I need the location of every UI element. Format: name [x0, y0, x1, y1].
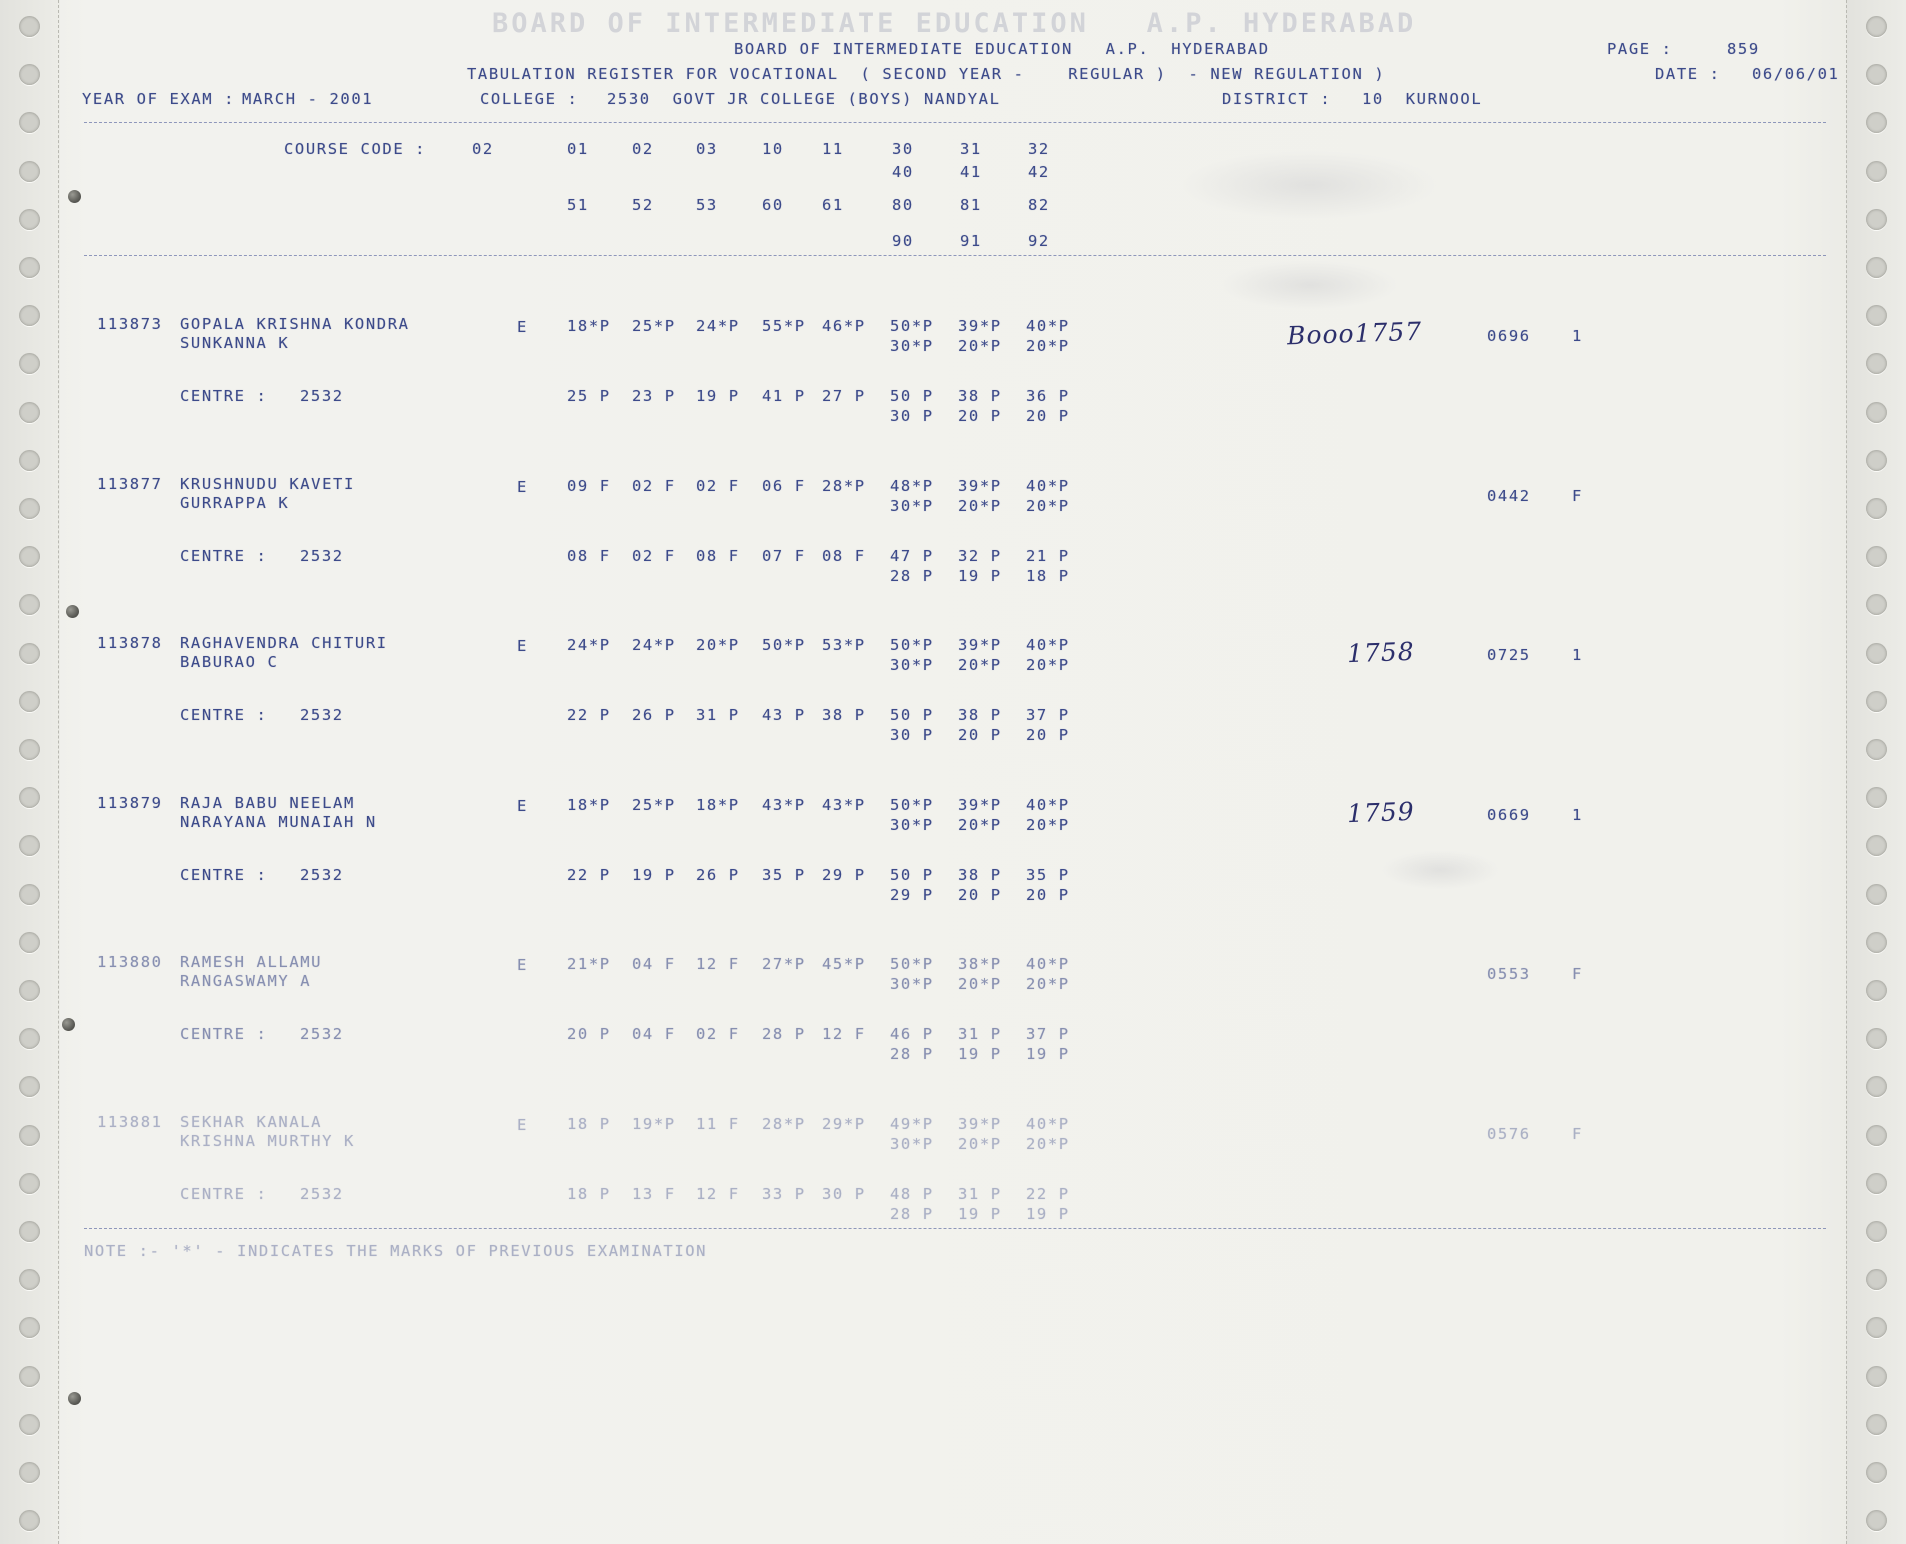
marks-cell-previous: 12 F — [822, 1025, 866, 1043]
subject-code: 82 — [1028, 196, 1050, 214]
sprocket-hole — [1866, 691, 1887, 712]
course-divider — [84, 255, 1826, 256]
sprocket-hole — [1866, 402, 1887, 423]
student-name: KRUSHNUDU KAVETI — [180, 474, 355, 493]
marks-cell-previous: 08 F — [567, 546, 611, 565]
marks-cell: 27*P — [762, 955, 806, 973]
marks-cell-previous: 48 P — [890, 1184, 934, 1203]
student-result: F — [1572, 1124, 1583, 1143]
marks-cell-previous: 37 P — [1026, 706, 1070, 724]
marks-cell-previous: 30 P — [890, 726, 934, 744]
header-divider — [84, 122, 1826, 123]
sprocket-hole — [1866, 257, 1887, 278]
bleed-through-text: BOARD OF INTERMEDIATE EDUCATION A.P. HYDERABAD — [492, 8, 1417, 39]
sprocket-hole — [19, 739, 40, 760]
centre-label: CENTRE : — [180, 1184, 268, 1203]
sprocket-hole — [19, 932, 40, 953]
marks-cell: 02 F — [696, 476, 740, 495]
student-roll-number: 113880 — [97, 953, 163, 971]
marks-cell: 19*P — [632, 1114, 676, 1133]
marks-cell-previous: 38 P — [958, 865, 1002, 884]
centre-label: CENTRE : — [180, 1025, 268, 1043]
sprocket-hole — [1866, 161, 1887, 182]
sprocket-hole — [19, 209, 40, 230]
subject-code: 42 — [1028, 163, 1050, 181]
marks-cell-previous: 26 P — [632, 706, 676, 724]
marks-cell-previous: 28 P — [890, 1204, 934, 1223]
marks-cell-previous: 20 P — [958, 726, 1002, 744]
marks-cell-previous: 50 P — [890, 387, 934, 405]
marks-cell-previous: 41 P — [762, 387, 806, 405]
student-name: RAMESH ALLAMU — [180, 953, 323, 971]
sprocket-hole — [1866, 209, 1887, 230]
marks-cell: 38*P — [958, 955, 1002, 973]
marks-cell-previous: 20 P — [1026, 885, 1070, 904]
student-total-marks: 0553 — [1487, 965, 1531, 983]
student-roll-number: 113873 — [97, 315, 163, 333]
marks-cell: 50*P — [890, 317, 934, 335]
sprocket-hole — [19, 257, 40, 278]
marks-cell: 24*P — [567, 636, 611, 654]
sprocket-hole — [19, 498, 40, 519]
sprocket-hole — [19, 402, 40, 423]
subject-code: 53 — [696, 196, 718, 214]
marks-cell: 20*P — [958, 1134, 1002, 1153]
subject-code: 32 — [1028, 140, 1050, 158]
marks-cell-previous: 13 F — [632, 1184, 676, 1203]
marks-cell-previous: 28 P — [890, 566, 934, 585]
marks-cell-previous: 25 P — [567, 387, 611, 405]
sprocket-hole — [19, 1173, 40, 1194]
marks-cell-previous: 29 P — [822, 865, 866, 884]
sprocket-hole — [19, 643, 40, 664]
sprocket-hole — [1866, 1221, 1887, 1242]
subject-code: 60 — [762, 196, 784, 214]
student-result: F — [1572, 486, 1583, 505]
marks-cell: 18 P — [567, 1114, 611, 1133]
marks-cell: 20*P — [1026, 815, 1070, 834]
marks-cell: 30*P — [890, 496, 934, 515]
student-medium: E — [517, 956, 528, 974]
marks-cell: 39*P — [958, 795, 1002, 814]
marks-cell: 50*P — [890, 795, 934, 814]
student-total-marks: 0576 — [1487, 1124, 1531, 1143]
centre-value: 2532 — [300, 1184, 344, 1203]
marks-cell: 29*P — [822, 1114, 866, 1133]
marks-cell-previous: 19 P — [958, 1204, 1002, 1223]
marks-cell-previous: 20 P — [1026, 407, 1070, 425]
marks-cell: 45*P — [822, 955, 866, 973]
sprocket-hole — [1866, 739, 1887, 760]
college-label: COLLEGE : — [480, 90, 579, 108]
sprocket-hole — [19, 1125, 40, 1146]
student-medium: E — [517, 1115, 528, 1134]
sprocket-hole — [1866, 1414, 1887, 1435]
marks-cell-previous: 08 F — [696, 546, 740, 565]
marks-cell: 30*P — [890, 975, 934, 993]
marks-cell-previous: 22 P — [567, 706, 611, 724]
subject-code: 80 — [892, 196, 914, 214]
marks-cell-previous: 28 P — [890, 1045, 934, 1063]
sprocket-hole — [1866, 1173, 1887, 1194]
marks-cell-previous: 19 P — [958, 1045, 1002, 1063]
marks-cell-previous: 02 F — [696, 1025, 740, 1043]
marks-cell: 43*P — [822, 795, 866, 814]
marks-cell-previous: 08 F — [822, 546, 866, 565]
subject-code: 61 — [822, 196, 844, 214]
sprocket-hole — [19, 884, 40, 905]
sprocket-hole — [1866, 1462, 1887, 1483]
marks-cell-previous: 04 F — [632, 1025, 676, 1043]
marks-cell: 20*P — [1026, 337, 1070, 355]
subject-code: 30 — [892, 140, 914, 158]
marks-cell-previous: 27 P — [822, 387, 866, 405]
subject-code: 10 — [762, 140, 784, 158]
sprocket-hole — [1866, 932, 1887, 953]
college-value: 2530 GOVT JR COLLEGE (BOYS) NANDYAL — [607, 90, 1001, 108]
marks-cell-previous: 19 P — [1026, 1045, 1070, 1063]
marks-cell: 30*P — [890, 1134, 934, 1153]
marks-cell: 53*P — [822, 636, 866, 654]
sprocket-hole — [19, 691, 40, 712]
subject-code: 91 — [960, 232, 982, 250]
sprocket-hole — [19, 450, 40, 471]
subject-code: 90 — [892, 232, 914, 250]
marks-cell: 24*P — [632, 636, 676, 654]
marks-cell-previous: 30 P — [822, 1184, 866, 1203]
marks-cell-previous: 35 P — [1026, 865, 1070, 884]
header-title: BOARD OF INTERMEDIATE EDUCATION A.P. HYDERABAD — [734, 40, 1270, 58]
student-father-name: KRISHNA MURTHY K — [180, 1131, 355, 1150]
marks-cell: 39*P — [958, 476, 1002, 495]
marks-cell-previous: 12 F — [696, 1184, 740, 1203]
marks-cell-previous: 43 P — [762, 706, 806, 724]
student-result: F — [1572, 965, 1583, 983]
marks-cell: 21*P — [567, 955, 611, 973]
marks-cell-previous: 28 P — [762, 1025, 806, 1043]
subject-code: 51 — [567, 196, 589, 214]
marks-cell-previous: 33 P — [762, 1184, 806, 1203]
marks-cell: 50*P — [762, 636, 806, 654]
marks-cell-previous: 21 P — [1026, 546, 1070, 565]
marks-cell: 28*P — [762, 1114, 806, 1133]
course-code-label: COURSE CODE : — [284, 140, 427, 158]
student-roll-number: 113881 — [97, 1112, 163, 1131]
marks-cell-previous: 20 P — [1026, 726, 1070, 744]
marks-cell: 30*P — [890, 337, 934, 355]
marks-cell-previous: 07 F — [762, 546, 806, 565]
marks-cell: 39*P — [958, 636, 1002, 654]
marks-cell-previous: 23 P — [632, 387, 676, 405]
subject-code: 01 — [567, 140, 589, 158]
marks-cell-previous: 38 P — [958, 706, 1002, 724]
student-medium: E — [517, 477, 528, 496]
year-of-exam-value: MARCH - 2001 — [242, 90, 374, 108]
left-perforation — [58, 0, 60, 1544]
sprocket-hole — [1866, 450, 1887, 471]
marks-cell-previous: 22 P — [1026, 1184, 1070, 1203]
sprocket-hole — [1866, 643, 1887, 664]
marks-cell-previous: 20 P — [567, 1025, 611, 1043]
marks-cell: 25*P — [632, 317, 676, 335]
student-result: 1 — [1572, 327, 1583, 345]
marks-cell-previous: 31 P — [958, 1025, 1002, 1043]
marks-cell-previous: 50 P — [890, 865, 934, 884]
right-feed-strip — [1846, 0, 1906, 1544]
sprocket-hole — [19, 980, 40, 1001]
marks-cell: 20*P — [1026, 496, 1070, 515]
marks-cell: 20*P — [1026, 1134, 1070, 1153]
marks-cell: 18*P — [567, 795, 611, 814]
centre-value: 2532 — [300, 546, 344, 565]
district-value: 10 KURNOOL — [1362, 90, 1483, 108]
marks-cell: 20*P — [958, 656, 1002, 674]
course-code-value: 02 — [472, 140, 494, 158]
marks-cell-previous: 18 P — [1026, 566, 1070, 585]
marks-cell: 30*P — [890, 815, 934, 834]
marks-cell: 50*P — [890, 955, 934, 973]
marks-cell: 20*P — [1026, 975, 1070, 993]
sprocket-hole — [19, 1414, 40, 1435]
student-father-name: SUNKANNA K — [180, 334, 290, 352]
student-medium: E — [517, 318, 528, 336]
marks-cell: 40*P — [1026, 476, 1070, 495]
marks-cell: 18*P — [696, 795, 740, 814]
marks-cell: 40*P — [1026, 795, 1070, 814]
marks-cell: 40*P — [1026, 1114, 1070, 1133]
marks-cell-previous: 19 P — [1026, 1204, 1070, 1223]
student-total-marks: 0442 — [1487, 486, 1531, 505]
marks-cell-previous: 19 P — [632, 865, 676, 884]
footer-divider — [84, 1228, 1826, 1229]
sprocket-hole — [19, 16, 40, 37]
page-label: PAGE : — [1607, 40, 1673, 58]
marks-cell: 02 F — [632, 476, 676, 495]
register-title: TABULATION REGISTER FOR VOCATIONAL ( SECOND YEAR - REGULAR ) - NEW REGULATION ) — [467, 65, 1386, 83]
marks-cell: 20*P — [958, 337, 1002, 355]
centre-label: CENTRE : — [180, 546, 268, 565]
centre-label: CENTRE : — [180, 387, 268, 405]
marks-cell: 18*P — [567, 317, 611, 335]
marks-cell-previous: 22 P — [567, 865, 611, 884]
handwritten-annotation: 1758 — [1346, 636, 1416, 669]
handwritten-annotation: 1759 — [1346, 796, 1416, 828]
centre-value: 2532 — [300, 865, 344, 884]
marks-cell-previous: 02 F — [632, 546, 676, 565]
district-label: DISTRICT : — [1222, 90, 1332, 108]
marks-cell-previous: 35 P — [762, 865, 806, 884]
sprocket-hole — [1866, 498, 1887, 519]
marks-cell: 40*P — [1026, 636, 1070, 654]
marks-cell-previous: 47 P — [890, 546, 934, 565]
marks-cell-previous: 37 P — [1026, 1025, 1070, 1043]
marks-cell-previous: 20 P — [958, 885, 1002, 904]
marks-cell: 48*P — [890, 476, 934, 495]
student-father-name: GURRAPPA K — [180, 493, 290, 512]
marks-cell-previous: 29 P — [890, 885, 934, 904]
marks-cell: 50*P — [890, 636, 934, 654]
marks-cell-previous: 38 P — [958, 387, 1002, 405]
marks-cell: 24*P — [696, 317, 740, 335]
marks-cell: 46*P — [822, 317, 866, 335]
student-name: SEKHAR KANALA — [180, 1112, 323, 1131]
marks-cell-previous: 19 P — [696, 387, 740, 405]
marks-cell: 20*P — [958, 975, 1002, 993]
student-father-name: BABURAO C — [180, 653, 279, 671]
year-of-exam-label: YEAR OF EXAM : — [82, 90, 236, 108]
marks-cell-previous: 18 P — [567, 1184, 611, 1203]
marks-cell: 55*P — [762, 317, 806, 335]
student-total-marks: 0725 — [1487, 646, 1531, 664]
sprocket-hole — [19, 1221, 40, 1242]
marks-cell-previous: 19 P — [958, 566, 1002, 585]
marks-cell-previous: 38 P — [822, 706, 866, 724]
sprocket-hole — [19, 161, 40, 182]
student-name: GOPALA KRISHNA KONDRA — [180, 315, 410, 333]
page-content — [62, 0, 1844, 1544]
date-label: DATE : — [1655, 65, 1721, 83]
sprocket-hole — [19, 1462, 40, 1483]
marks-cell-previous: 30 P — [890, 407, 934, 425]
left-feed-strip — [0, 0, 60, 1544]
student-roll-number: 113878 — [97, 634, 163, 652]
student-name: RAGHAVENDRA CHITURI — [180, 634, 388, 652]
marks-cell-previous: 31 P — [696, 706, 740, 724]
student-total-marks: 0669 — [1487, 805, 1531, 824]
marks-cell: 04 F — [632, 955, 676, 973]
student-father-name: RANGASWAMY A — [180, 972, 312, 990]
marks-cell: 39*P — [958, 1114, 1002, 1133]
right-perforation — [1846, 0, 1848, 1544]
marks-cell-previous: 46 P — [890, 1025, 934, 1043]
subject-code: 02 — [632, 140, 654, 158]
subject-code: 03 — [696, 140, 718, 158]
footer-note: NOTE :- '*' - INDICATES THE MARKS OF PREVIOUS EXAMINATION — [84, 1242, 708, 1260]
marks-cell: 25*P — [632, 795, 676, 814]
student-father-name: NARAYANA MUNAIAH N — [180, 812, 377, 831]
student-medium: E — [517, 637, 528, 655]
page-number: 859 — [1727, 40, 1760, 58]
sprocket-hole — [1866, 16, 1887, 37]
sprocket-hole — [1866, 980, 1887, 1001]
marks-cell: 20*P — [1026, 656, 1070, 674]
marks-cell-previous: 50 P — [890, 706, 934, 724]
marks-cell-previous: 20 P — [958, 407, 1002, 425]
student-total-marks: 0696 — [1487, 327, 1531, 345]
subject-code: 41 — [960, 163, 982, 181]
sprocket-hole — [1866, 884, 1887, 905]
marks-cell-previous: 31 P — [958, 1184, 1002, 1203]
marks-cell: 28*P — [822, 476, 866, 495]
student-result: 1 — [1572, 805, 1583, 824]
subject-code: 52 — [632, 196, 654, 214]
handwritten-annotation: Booo1757 — [1286, 316, 1423, 351]
subject-code: 40 — [892, 163, 914, 181]
centre-label: CENTRE : — [180, 865, 268, 884]
marks-cell-previous: 36 P — [1026, 387, 1070, 405]
marks-cell: 30*P — [890, 656, 934, 674]
marks-cell: 09 F — [567, 476, 611, 495]
marks-cell: 11 F — [696, 1114, 740, 1133]
subject-code: 81 — [960, 196, 982, 214]
marks-cell: 12 F — [696, 955, 740, 973]
marks-cell: 43*P — [762, 795, 806, 814]
sprocket-hole — [19, 1366, 40, 1387]
centre-label: CENTRE : — [180, 706, 268, 724]
centre-value: 2532 — [300, 1025, 344, 1043]
student-result: 1 — [1572, 646, 1583, 664]
marks-cell-previous: 32 P — [958, 546, 1002, 565]
marks-cell: 20*P — [696, 636, 740, 654]
centre-value: 2532 — [300, 706, 344, 724]
centre-value: 2532 — [300, 387, 344, 405]
subject-code: 92 — [1028, 232, 1050, 250]
sprocket-hole — [1866, 1366, 1887, 1387]
marks-cell: 39*P — [958, 317, 1002, 335]
date-value: 06/06/01 — [1752, 65, 1840, 83]
marks-cell: 40*P — [1026, 955, 1070, 973]
student-roll-number: 113877 — [97, 474, 163, 493]
student-roll-number: 113879 — [97, 793, 163, 812]
marks-cell: 40*P — [1026, 317, 1070, 335]
sprocket-hole — [1866, 1125, 1887, 1146]
marks-cell: 20*P — [958, 496, 1002, 515]
marks-cell-previous: 26 P — [696, 865, 740, 884]
subject-code: 11 — [822, 140, 844, 158]
marks-cell: 49*P — [890, 1114, 934, 1133]
student-name: RAJA BABU NEELAM — [180, 793, 355, 812]
student-medium: E — [517, 796, 528, 815]
subject-code: 31 — [960, 140, 982, 158]
marks-cell: 06 F — [762, 476, 806, 495]
marks-cell: 20*P — [958, 815, 1002, 834]
